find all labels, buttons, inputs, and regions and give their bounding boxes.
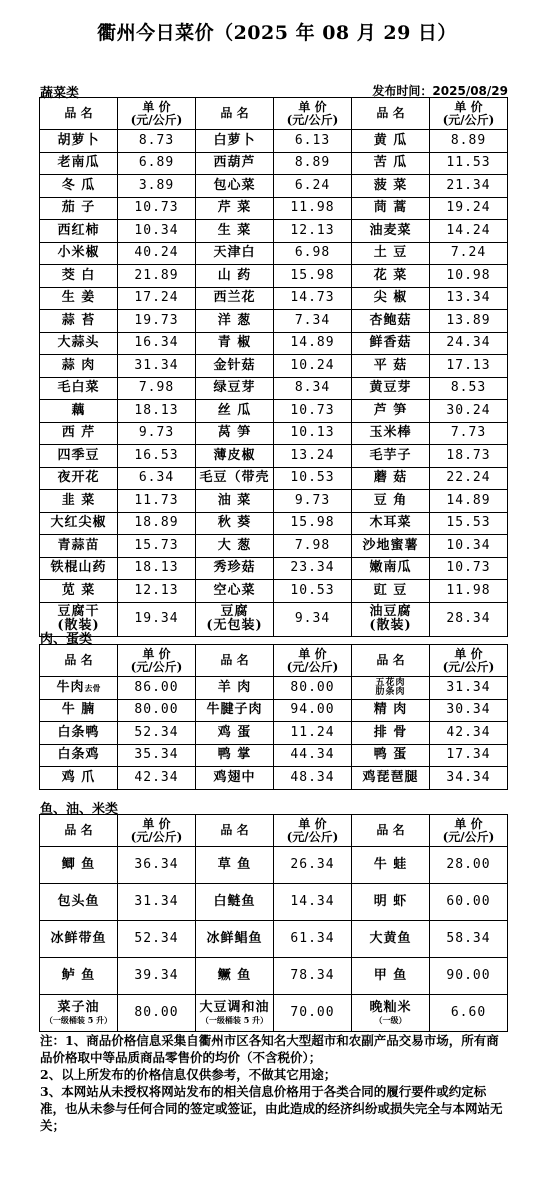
item-name-note: 去骨: [84, 682, 101, 693]
item-price: 8.89: [430, 130, 508, 153]
footnote-1: 注：1、商品价格信息采集自衢州市区各知名大型超市和农副产品交易市场，所有商品价格取中等品质商品零售价的均价（不含税价）；: [40, 1033, 499, 1065]
item-name: [352, 995, 430, 1032]
veg-row: [40, 175, 508, 198]
item-name: 白鲢鱼: [196, 884, 274, 921]
item-price: 3.89: [118, 175, 196, 198]
item-name: 明 虾: [352, 884, 430, 921]
header-name: 品 名: [40, 98, 118, 130]
header-price: [430, 645, 508, 677]
item-name-text: 鸡 爪: [61, 769, 96, 785]
item-name: 蒜 肉: [40, 355, 118, 378]
header-price-line2: (元/公斤): [442, 659, 495, 674]
header-price-line2: (元/公斤): [442, 829, 495, 844]
item-price: 15.73: [118, 535, 196, 558]
header-name: 品 名: [352, 98, 430, 130]
item-price: 58.34: [430, 921, 508, 958]
item-name: 冰鲜鲳鱼: [196, 921, 274, 958]
item-name: 生 菜: [196, 220, 274, 243]
item-name: 鳜 鱼: [196, 958, 274, 995]
item-name: 平 菇: [352, 355, 430, 378]
item-name-line2: (无包装): [206, 618, 263, 633]
item-price: 13.89: [430, 310, 508, 333]
item-name: 甲 鱼: [352, 958, 430, 995]
veg-row: [40, 130, 508, 153]
item-name-line1: 晚籼米: [369, 1000, 412, 1015]
item-name: 鸡琵琶腿: [352, 767, 430, 790]
item-price: 12.13: [118, 580, 196, 603]
item-price: 15.53: [430, 512, 508, 535]
item-name: 夜开花: [40, 467, 118, 490]
fish-row: [40, 921, 508, 958]
item-name: 胡萝卜: [40, 130, 118, 153]
meat-row: [40, 677, 508, 700]
item-price: 18.73: [430, 445, 508, 468]
header-price-line2: (元/公斤): [442, 112, 495, 127]
item-name: 冬 瓜: [40, 175, 118, 198]
veg-row: [40, 152, 508, 175]
item-name: [40, 677, 118, 700]
item-price: 42.34: [430, 722, 508, 745]
item-name: 土 豆: [352, 242, 430, 265]
item-price: 40.24: [118, 242, 196, 265]
item-price: 11.53: [430, 152, 508, 175]
item-name: 大蒜头: [40, 332, 118, 355]
veg-section-title: 蔬菜类: [40, 86, 80, 101]
veg-row: [40, 445, 508, 468]
item-name: 大红尖椒: [40, 512, 118, 535]
veg-row: [40, 535, 508, 558]
header-price-line1: 单 价: [298, 816, 327, 831]
item-name: 毛豆（带壳: [196, 467, 274, 490]
item-name: 西 芹: [40, 422, 118, 445]
veg-row: [40, 422, 508, 445]
header-price-line1: 单 价: [454, 646, 483, 661]
item-name-note: （一级桶装 5 升）: [44, 1015, 113, 1025]
header-price-line1: 单 价: [454, 816, 483, 831]
item-price: 7.98: [274, 535, 352, 558]
item-name: 洋 葱: [196, 310, 274, 333]
item-price: 42.34: [118, 767, 196, 790]
item-price: 12.13: [274, 220, 352, 243]
item-price: 10.73: [118, 197, 196, 220]
header-price-line1: 单 价: [142, 816, 171, 831]
meat-row: [40, 699, 508, 722]
item-price: 18.89: [118, 512, 196, 535]
item-name: 茼 蒿: [352, 197, 430, 220]
item-name: 嫩南瓜: [352, 557, 430, 580]
item-name: 山 药: [196, 265, 274, 288]
item-price: 7.34: [274, 310, 352, 333]
item-name: [40, 767, 118, 790]
item-name: 西葫芦: [196, 152, 274, 175]
header-price-line2: (元/公斤): [130, 659, 183, 674]
item-price: 10.34: [430, 535, 508, 558]
item-price: 13.24: [274, 445, 352, 468]
header-price: [118, 645, 196, 677]
item-price: 18.13: [118, 400, 196, 423]
header-name: 品 名: [352, 645, 430, 677]
item-name: [40, 722, 118, 745]
item-name: 白萝卜: [196, 130, 274, 153]
item-price: 9.34: [274, 602, 352, 636]
publish-date: 发布时间：2025/08/29: [372, 84, 508, 98]
item-price: 31.34: [430, 677, 508, 700]
item-name: [196, 602, 274, 636]
item-name: 铁棍山药: [40, 557, 118, 580]
item-name: [40, 995, 118, 1032]
item-price: 22.24: [430, 467, 508, 490]
item-price: 14.89: [274, 332, 352, 355]
vegetable-price-table: [39, 97, 508, 637]
footnote-3: 3、本网站从未授权将网站发布的相关信息价格用于各类合同的履行要件或约定标准，也从未参与任何合同的签定或签证，由此造成的经济纠纷或损失完全与本网站无关；: [40, 1084, 503, 1133]
item-name-line1: 菜子油: [57, 1000, 100, 1015]
meat-section-title: 肉、蛋类: [40, 632, 93, 647]
header-name: 品 名: [196, 815, 274, 847]
item-name: 鸡 蛋: [196, 722, 274, 745]
item-name: 鸭 掌: [196, 744, 274, 767]
item-name: 鲜香菇: [352, 332, 430, 355]
item-name: 杏鲍菇: [352, 310, 430, 333]
item-name: 花 菜: [352, 265, 430, 288]
header-price: [274, 815, 352, 847]
item-name: 四季豆: [40, 445, 118, 468]
veg-row: [40, 355, 508, 378]
header-price-line2: (元/公斤): [130, 112, 183, 127]
item-price: 10.98: [430, 265, 508, 288]
item-name: 西红柿: [40, 220, 118, 243]
item-name: 冰鲜带鱼: [40, 921, 118, 958]
item-price: 17.13: [430, 355, 508, 378]
item-name-text: 牛肉: [56, 679, 85, 695]
fish-row: [40, 847, 508, 884]
header-price-line1: 单 价: [142, 646, 171, 661]
veg-row: [40, 400, 508, 423]
item-price: 90.00: [430, 958, 508, 995]
meat-row: [40, 744, 508, 767]
item-name: 青蒜苗: [40, 535, 118, 558]
item-price: 10.73: [430, 557, 508, 580]
header-price: [274, 98, 352, 130]
item-price: 21.34: [430, 175, 508, 198]
veg-row: [40, 512, 508, 535]
item-price: 16.53: [118, 445, 196, 468]
item-name-line1: 大豆调和油: [199, 1000, 270, 1015]
item-price: 31.34: [118, 355, 196, 378]
item-price: 61.34: [274, 921, 352, 958]
item-name: 秋 葵: [196, 512, 274, 535]
item-price: 28.34: [430, 602, 508, 636]
item-price: 11.98: [274, 197, 352, 220]
item-name: 空心菜: [196, 580, 274, 603]
veg-row: [40, 602, 508, 636]
header-price: [274, 645, 352, 677]
item-name: 小米椒: [40, 242, 118, 265]
item-name: [40, 699, 118, 722]
header-price-line1: 单 价: [298, 99, 327, 114]
item-price: 80.00: [274, 677, 352, 700]
item-price: 19.24: [430, 197, 508, 220]
item-name: 鲫 鱼: [40, 847, 118, 884]
item-price: 6.89: [118, 152, 196, 175]
item-price: 30.24: [430, 400, 508, 423]
item-name: [40, 744, 118, 767]
item-name: 毛白菜: [40, 377, 118, 400]
item-price: 39.34: [118, 958, 196, 995]
item-name: 莴 笋: [196, 422, 274, 445]
item-price: 10.24: [274, 355, 352, 378]
item-name: [196, 995, 274, 1032]
header-row: [40, 98, 508, 130]
item-price: 17.34: [430, 744, 508, 767]
item-price: 30.34: [430, 699, 508, 722]
veg-row: [40, 377, 508, 400]
meat-row: [40, 722, 508, 745]
item-price: 44.34: [274, 744, 352, 767]
item-price: 6.34: [118, 467, 196, 490]
item-price: 8.53: [430, 377, 508, 400]
item-price: 52.34: [118, 921, 196, 958]
item-name: 玉米棒: [352, 422, 430, 445]
footnote-2: 2、以上所发布的价格信息仅供参考，不做其它用途；: [40, 1067, 337, 1082]
item-price: 6.98: [274, 242, 352, 265]
item-price: 6.60: [430, 995, 508, 1032]
veg-row: [40, 467, 508, 490]
item-name: 老南瓜: [40, 152, 118, 175]
item-price: 26.34: [274, 847, 352, 884]
item-name: 茄 子: [40, 197, 118, 220]
item-name: 鸡翅中: [196, 767, 274, 790]
item-price: 13.34: [430, 287, 508, 310]
item-price: 52.34: [118, 722, 196, 745]
item-price: 86.00: [118, 677, 196, 700]
item-name: 金针菇: [196, 355, 274, 378]
item-name: 毛芋子: [352, 445, 430, 468]
item-price: 28.00: [430, 847, 508, 884]
item-name: 藕: [40, 400, 118, 423]
veg-row: [40, 197, 508, 220]
item-name: 苦 瓜: [352, 152, 430, 175]
item-name: 木耳菜: [352, 512, 430, 535]
item-price: 6.13: [274, 130, 352, 153]
item-price: 31.34: [118, 884, 196, 921]
item-price: 10.73: [274, 400, 352, 423]
item-name-note: （一级桶装 5 升）: [200, 1015, 269, 1025]
item-name-line1: 豆腐干: [57, 604, 100, 619]
item-price: 10.34: [118, 220, 196, 243]
item-name: 芦 笋: [352, 400, 430, 423]
footnotes: [40, 1032, 510, 1134]
header-name: 品 名: [196, 645, 274, 677]
veg-row: [40, 580, 508, 603]
veg-row: [40, 242, 508, 265]
veg-row: [40, 265, 508, 288]
header-name: 品 名: [196, 98, 274, 130]
item-name: 大黄鱼: [352, 921, 430, 958]
item-price: 14.24: [430, 220, 508, 243]
item-name: 芹 菜: [196, 197, 274, 220]
item-price: 80.00: [118, 995, 196, 1032]
header-price-line2: (元/公斤): [130, 829, 183, 844]
item-name: 西兰花: [196, 287, 274, 310]
item-name: 牛腱子肉: [196, 699, 274, 722]
item-price: 15.98: [274, 512, 352, 535]
item-name: [352, 602, 430, 636]
item-name: 薄皮椒: [196, 445, 274, 468]
item-name: 黄豆芽: [352, 377, 430, 400]
item-name: 豇 豆: [352, 580, 430, 603]
item-price: 94.00: [274, 699, 352, 722]
item-price: 11.24: [274, 722, 352, 745]
veg-row: [40, 332, 508, 355]
item-price: 24.34: [430, 332, 508, 355]
item-price: 9.73: [118, 422, 196, 445]
item-name: 沙地蜜薯: [352, 535, 430, 558]
item-name: 秀珍菇: [196, 557, 274, 580]
meat-egg-price-table: [39, 644, 508, 790]
item-name-line2: 肋条肉: [375, 686, 406, 697]
item-name-note: （一级）: [374, 1015, 407, 1025]
item-name: 大 葱: [196, 535, 274, 558]
header-price-line1: 单 价: [454, 99, 483, 114]
fish-row: [40, 958, 508, 995]
item-name: 绿豆芽: [196, 377, 274, 400]
item-name: 青 椒: [196, 332, 274, 355]
item-name: 尖 椒: [352, 287, 430, 310]
item-name: 包心菜: [196, 175, 274, 198]
item-name: 蘑 菇: [352, 467, 430, 490]
item-name: 生 姜: [40, 287, 118, 310]
item-price: 7.73: [430, 422, 508, 445]
item-name: 草 鱼: [196, 847, 274, 884]
item-price: 17.24: [118, 287, 196, 310]
item-name: 精 肉: [352, 699, 430, 722]
header-price: [118, 98, 196, 130]
item-price: 80.00: [118, 699, 196, 722]
item-name-line1: 油豆腐: [369, 604, 412, 619]
item-price: 60.00: [430, 884, 508, 921]
item-name: 羊 肉: [196, 677, 274, 700]
page-title: 衢州今日菜价（2025 年 08 月 29 日）: [97, 22, 457, 44]
item-price: 36.34: [118, 847, 196, 884]
item-name: 排 骨: [352, 722, 430, 745]
item-price: 7.24: [430, 242, 508, 265]
header-price: [118, 815, 196, 847]
item-price: 6.24: [274, 175, 352, 198]
item-name: 韭 菜: [40, 490, 118, 513]
fish-section-title: 鱼、油、米类: [40, 802, 119, 817]
header-price-line2: (元/公斤): [286, 829, 339, 844]
item-price: 23.34: [274, 557, 352, 580]
item-name-line2: (散装): [57, 618, 100, 633]
item-price: 8.34: [274, 377, 352, 400]
item-price: 19.34: [118, 602, 196, 636]
veg-row: [40, 490, 508, 513]
item-price: 10.53: [274, 580, 352, 603]
item-name: 苋 菜: [40, 580, 118, 603]
item-name: 油麦菜: [352, 220, 430, 243]
item-price: 16.34: [118, 332, 196, 355]
meat-row: [40, 767, 508, 790]
veg-row: [40, 220, 508, 243]
item-name-text: 牛 腩: [61, 702, 96, 718]
item-price: 8.89: [274, 152, 352, 175]
item-name: 包头鱼: [40, 884, 118, 921]
item-price: 21.89: [118, 265, 196, 288]
item-name-line1: 五花肉: [375, 677, 406, 688]
header-row: [40, 645, 508, 677]
item-name-line2: (散装): [369, 618, 412, 633]
item-name-text: 白条鸭: [57, 724, 100, 740]
item-name: 蒜 苔: [40, 310, 118, 333]
item-name: 黄 瓜: [352, 130, 430, 153]
item-name-text: 白条鸡: [57, 747, 100, 763]
fish-oil-rice-price-table: [39, 814, 508, 1032]
item-price: 18.13: [118, 557, 196, 580]
item-price: 10.13: [274, 422, 352, 445]
fish-row-oil-rice: [40, 995, 508, 1032]
item-name: 豆 角: [352, 490, 430, 513]
header-name: 品 名: [40, 815, 118, 847]
item-name: 菠 菜: [352, 175, 430, 198]
item-name: 鸭 蛋: [352, 744, 430, 767]
header-price-line2: (元/公斤): [286, 659, 339, 674]
item-price: 48.34: [274, 767, 352, 790]
item-price: 19.73: [118, 310, 196, 333]
veg-row: [40, 310, 508, 333]
header-name: 品 名: [40, 645, 118, 677]
header-price: [430, 815, 508, 847]
item-price: 11.98: [430, 580, 508, 603]
item-name: 丝 瓜: [196, 400, 274, 423]
item-price: 78.34: [274, 958, 352, 995]
veg-row: [40, 287, 508, 310]
header-row: [40, 815, 508, 847]
item-price: 14.89: [430, 490, 508, 513]
item-price: 70.00: [274, 995, 352, 1032]
header-price-line1: 单 价: [142, 99, 171, 114]
item-name: [352, 677, 430, 700]
item-price: 11.73: [118, 490, 196, 513]
header-price-line2: (元/公斤): [286, 112, 339, 127]
item-price: 9.73: [274, 490, 352, 513]
item-name-line1: 豆腐: [220, 604, 249, 619]
item-price: 34.34: [430, 767, 508, 790]
header-name: 品 名: [352, 815, 430, 847]
veg-row: [40, 557, 508, 580]
header-price-line1: 单 价: [298, 646, 327, 661]
fish-row: [40, 884, 508, 921]
item-name: 茭 白: [40, 265, 118, 288]
item-name: 油 菜: [196, 490, 274, 513]
item-price: 14.34: [274, 884, 352, 921]
item-price: 35.34: [118, 744, 196, 767]
item-price: 15.98: [274, 265, 352, 288]
item-price: 10.53: [274, 467, 352, 490]
item-name: 天津白: [196, 242, 274, 265]
item-price: 14.73: [274, 287, 352, 310]
item-price: 7.98: [118, 377, 196, 400]
header-price: [430, 98, 508, 130]
item-name: 鲈 鱼: [40, 958, 118, 995]
item-name: 牛 蛙: [352, 847, 430, 884]
item-price: 8.73: [118, 130, 196, 153]
